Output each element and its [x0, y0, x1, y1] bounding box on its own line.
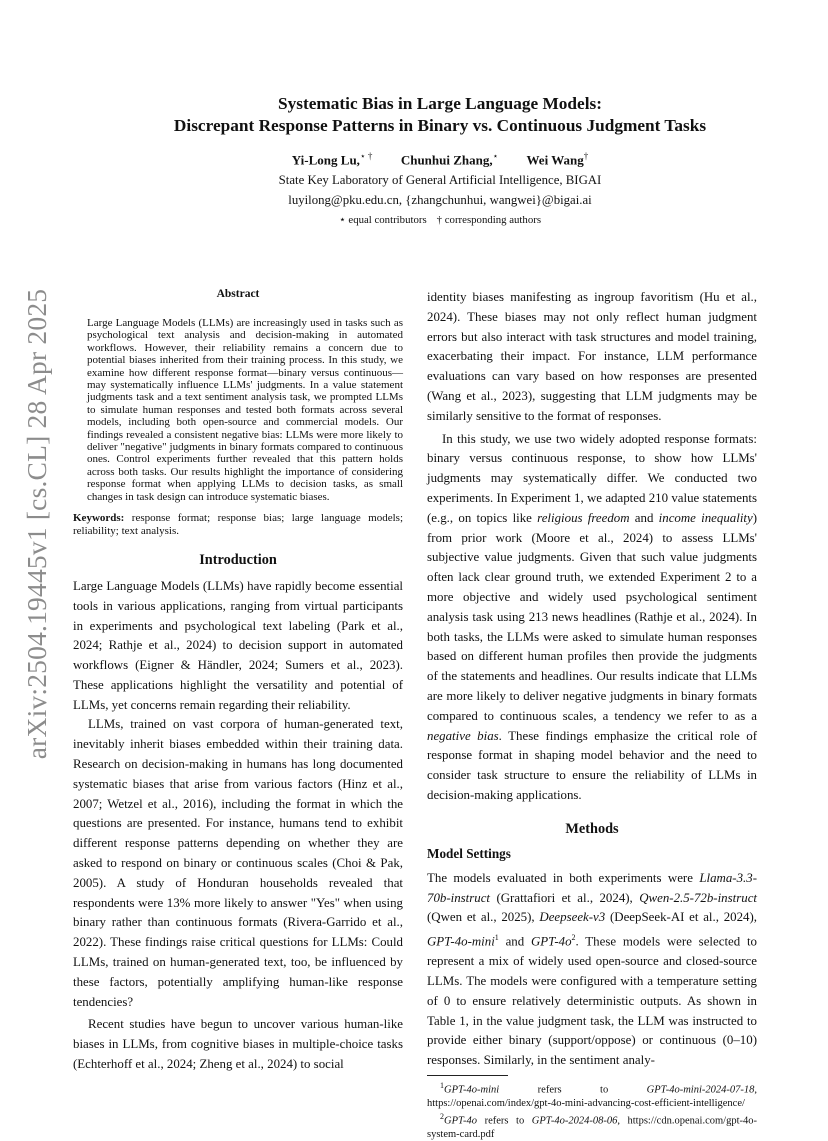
right-column: [427, 288, 757, 1141]
paper-title: [60, 93, 820, 137]
author-name: Yi-Long Lu,: [291, 152, 360, 168]
author-marks: ⋆: [492, 151, 499, 161]
model-name: GPT-4o-mini: [427, 934, 495, 949]
model-settings-subheading: Model Settings: [427, 845, 511, 861]
footnote-1: $^1$GPT-4o-mini refers to GPT-4o-mini-2024-07-18, https://openai.com/index/gpt-4o-mini-advancing-cost-efficient-intelligence/: [427, 1080, 757, 1109]
footnote-2: $^2$GPT-4o refers to GPT-4o-2024-08-06, https://cdn.openai.com/gpt-4o-system-card.pdf: [427, 1111, 757, 1140]
left-column: [73, 284, 403, 1075]
title-block: [60, 93, 820, 230]
footnote-ref: 2: [571, 933, 576, 943]
model-name: Qwen-2.5-72b-instruct: [639, 890, 757, 905]
model-name: GPT-4o: [530, 934, 572, 949]
corresponding-authors-note: † corresponding authors: [436, 214, 542, 227]
methods-heading: Methods: [565, 820, 619, 837]
keywords-label: Keywords:: [73, 512, 125, 525]
author-name: Chunhui Zhang,: [400, 152, 493, 168]
introduction-heading: Introduction: [199, 551, 277, 568]
footnote-rule: [427, 1075, 508, 1076]
introduction-paragraph-2: LLMs, trained on vast corpora of human-generated text, inevitably inherit biases embedded within their training data. Research on decision-making in humans has long documented systematic biases that arise from various factors (Hinz et al., 2007; Wetzel et al., 2016), including the format in which the questions are presented. For instance, humans tend to exhibit different response patterns depending on whether they are asked to respond on binary or continuous scales (Choi & Pak, 2005). A study of Honduran households revealed that respondents were 13% more likely to answer "Yes" when using binary rather than continuous formats (Rivera-Garrido et al., 2022). These findings raise critical questions for LLMs: Could LLMs, trained on human-generated text, too, be influenced by these factors, potentially amplifying human-like response tendencies?: [73, 717, 403, 1009]
contribution-note: [60, 210, 820, 230]
author-marks: ⋆ †: [359, 151, 373, 161]
keywords: [73, 512, 403, 537]
model-name: Llama-3.3-70b-instruct: [427, 870, 757, 905]
introduction-paragraph-1: Large Language Models (LLMs) have rapidly become essential tools in various applications, ranging from virtual participants in experiments and psychological text labeling (Park et al., 2024; Rathje et al., 2024) to decision support in automated workflows (Eigner & Händler, 2024; Sumers et al., 2023). These applications highlight the versatility and potential of LLMs, yet concerns remain regarding their reliability.: [73, 578, 403, 712]
author-marks: †: [583, 151, 589, 161]
author-name: Wei Wang: [526, 152, 584, 168]
arxiv-identifier: [22, 284, 52, 764]
emphasis: religious freedom: [537, 510, 630, 525]
footnote-ref: 1: [494, 933, 499, 943]
methods-paragraph-1: The models evaluated in both experiments were Llama-3.3-70b-instruct (Grattafiori et al., 2024), Qwen-2.5-72b-instruct (Qwen et al., 2025), Deepseek-v3 (DeepSeek-AI et al., 2024), GPT-4o-mini$^1$ and GPT-4o$^2$. These models were selected to represent a mix of widely used open-source and closed-source LLMs. The models were configured with a temperature setting of 0 to ensure relatively deterministic outputs. As shown in Table 1, in the value judgment task, the LLM was instructed to provide either binary (support/oppose) or continuous (0–10) responses. Similarly, in the sentiment analy-: [427, 870, 757, 1068]
introduction-paragraph-4: In this study, we use two widely adopted response formats: binary versus continuous response, to show how LLMs' judgments may systematically differ. We conducted two experiments. In Experiment 1, we adapted 210 value statements (e.g., on topics like religious freedom and income inequality) from prior work (Moore et al., 2024) to assess LLMs' subjective value judgments. Given that such value judgments often lack clear ground truth, we extended Experiment 2 to a more objective and widely used psychological sentiment analysis task using 213 news headlines (Rathje et al., 2024). In both tasks, the LLMs were asked to simulate human responses based on different human profiles then provide the judgments of the statements and headlines. Our results indicate that LLMs are more likely to deliver negative judgments in binary formats compared to continuous scales, a tendency we refer to as a negative bias. These findings emphasize the critical role of response format in shaping model behavior and the need to consider task structure to ensure the reliability of LLMs in decision-making applications.: [427, 431, 758, 802]
arxiv-identifier-text: arXiv:2504.19445v1 [cs.CL] 28 Apr 2025: [21, 288, 52, 760]
abstract-heading: Abstract: [216, 288, 260, 300]
paper-title-line-2: Discrepant Response Patterns in Binary vs. Continuous Judgment Tasks: [173, 116, 707, 135]
paper-title-line-1: Systematic Bias in Large Language Models:: [277, 94, 602, 113]
model-name: Deepseek-v3: [539, 910, 606, 925]
abstract-text: Large Language Models (LLMs) are increasingly used in tasks such as psychological text analysis and decision-making in automated workflows. However, their reliability remains a concern due to potential biases inherited from their training process. In this study, we examine how different response format—binary versus continuous— may systematically influence LLMs' judgments. In a value statement judgments task and a text sentiment analysis task, we prompted LLMs to simulate human responses and tested both formats across several models, including both open-source and commercial models. Our findings revealed a consistent negative bias: LLMs were more likely to deliver "negative" judgments in binary formats compared to continuous ones. Control experiments further revealed that this pattern holds across both tasks. Our results highlight the importance of considering response format when applying LLMs to decision tasks, as small changes in task design can introduce systematic biases.: [87, 317, 403, 503]
emphasis: negative bias: [427, 728, 499, 743]
introduction-paragraph-3-continued: identity biases manifesting as ingroup favoritism (Hu et al., 2024). These biases may not only reflect human judgment errors but also interact with task structures and model training, exacerbating their impact. For instance, LLM performance evaluations can vary based on how responses are presented (Wang et al., 2023), suggesting that LLM judgments may be similarly sensitive to the format of responses.: [427, 290, 757, 423]
author-list: [60, 148, 820, 168]
keywords-list: response format; response bias; large language models; reliability; text analysis.: [73, 512, 404, 537]
equal-contributors-note: ⋆ equal contributors: [338, 214, 427, 227]
author-emails: luyilong@pku.edu.cn, {zhangchunhui, wangwei}@bigai.ai: [288, 193, 592, 208]
introduction-paragraph-3: Recent studies have begun to uncover various human-like biases in LLMs, from cognitive biases in multiple-choice tasks (Echterhoff et al., 2024; Zheng et al., 2024) to social: [73, 1017, 403, 1072]
emphasis: income inequality: [658, 510, 753, 525]
affiliation: State Key Laboratory of General Artificial Intelligence, BIGAI: [278, 173, 602, 188]
